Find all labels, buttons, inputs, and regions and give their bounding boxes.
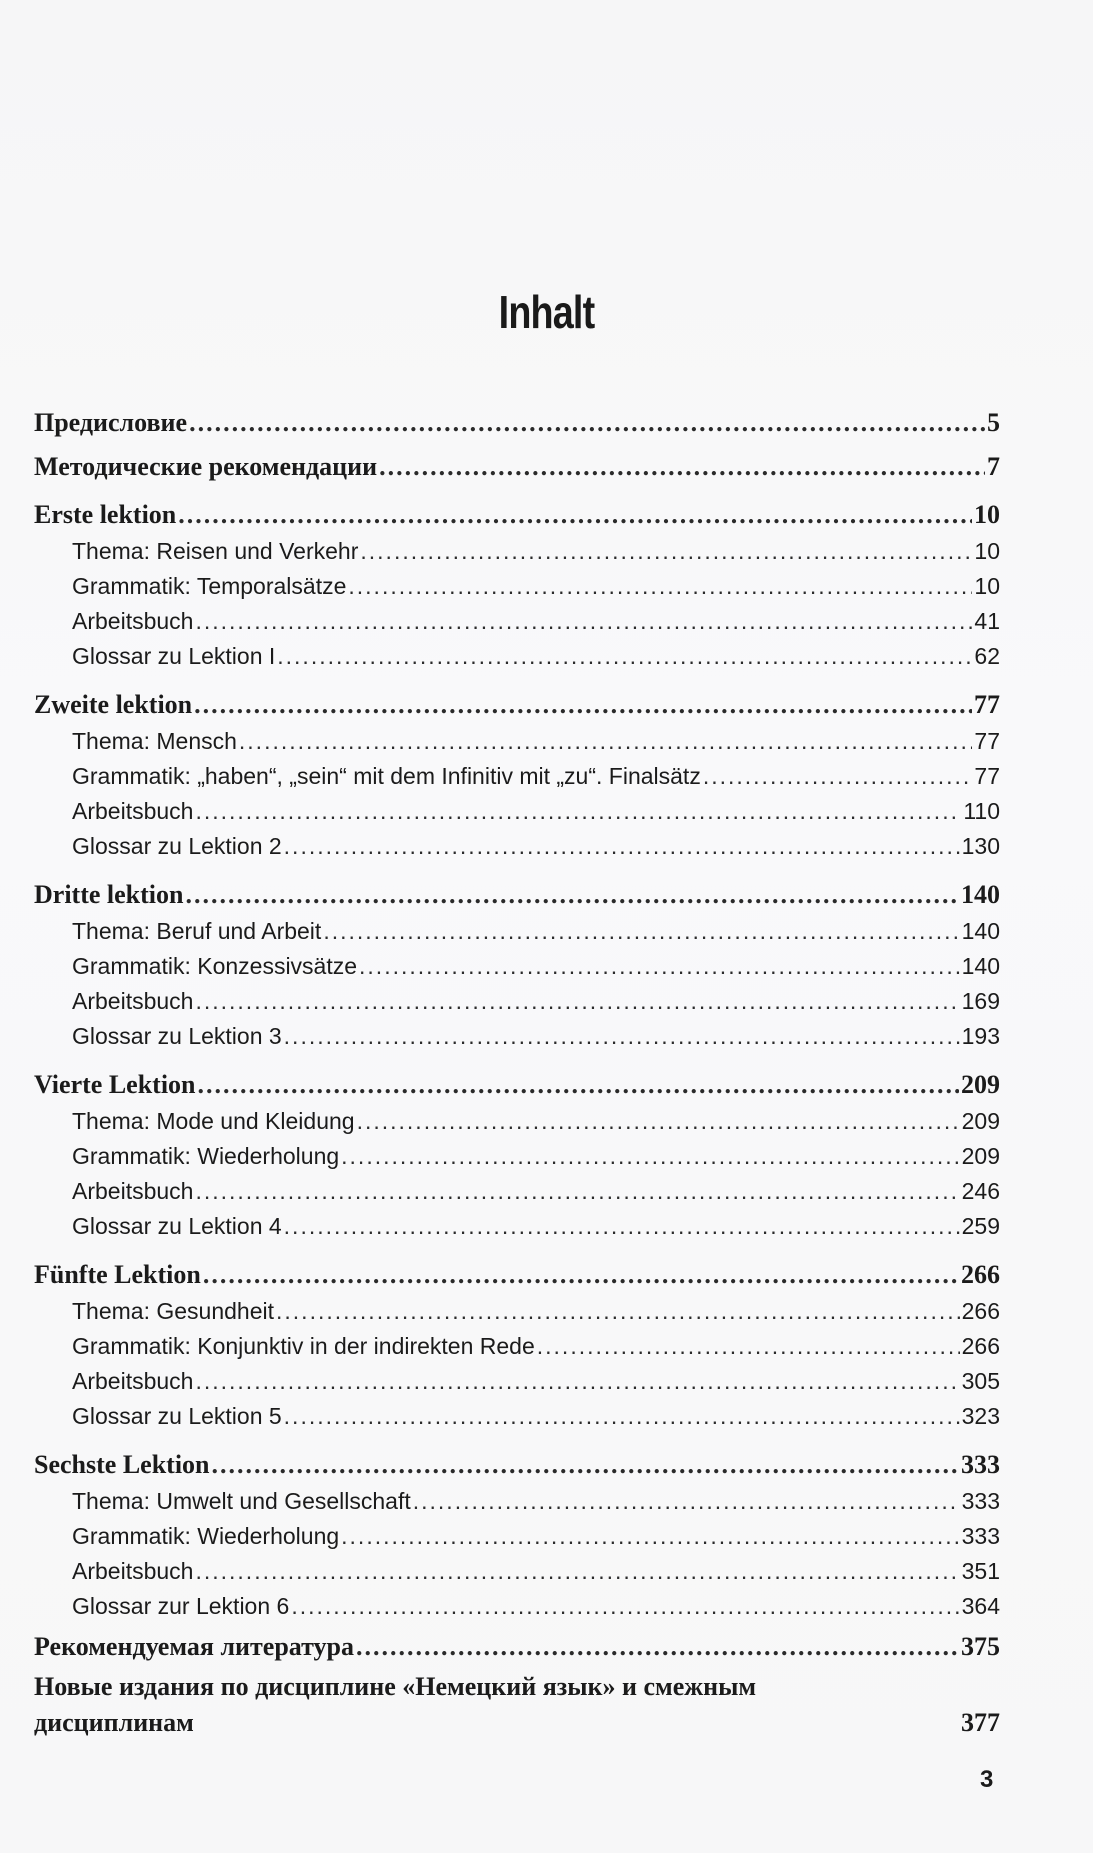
dot-leader (291, 1593, 959, 1620)
page-title: Inhalt (498, 286, 595, 338)
toc-entry-page: 130 (961, 833, 1000, 859)
toc-subentry[interactable] (72, 918, 1000, 945)
dot-leader (284, 833, 960, 860)
toc-entry-page: 266 (961, 1298, 1000, 1324)
dot-leader (185, 880, 959, 910)
toc-subentry[interactable] (72, 1213, 1000, 1240)
toc-entry-label: Рекомендуемая литература (34, 1632, 354, 1661)
toc-subentry[interactable] (72, 798, 1000, 825)
toc-entry-label-line2: дисциплинам (34, 1708, 194, 1737)
toc-subentry[interactable] (72, 1108, 1000, 1135)
toc-entry-page: 333 (961, 1523, 1000, 1549)
toc-subentry[interactable] (72, 1178, 1000, 1205)
toc-entry-label: Grammatik: Wiederholung (72, 1523, 340, 1549)
dot-leader (195, 1558, 959, 1585)
toc-subentry[interactable] (72, 608, 1000, 635)
dot-leader (357, 1108, 960, 1135)
toc-subentry[interactable] (72, 1298, 1000, 1325)
toc-entry-page: 77 (974, 690, 1000, 719)
toc-entry-label-line1: Новые издания по дисциплине «Немецкий язык» и смежным (34, 1672, 757, 1701)
toc-subentry[interactable] (72, 643, 1000, 670)
toc-entry-page: 77 (974, 763, 1000, 789)
toc-entry-label: Glossar zu Lektion 4 (72, 1213, 282, 1239)
toc-subentry[interactable] (72, 833, 1000, 860)
dot-leader (198, 1070, 960, 1100)
dot-leader (341, 1523, 959, 1550)
toc-entry-label: Vierte Lektion (34, 1070, 196, 1099)
dot-leader (356, 1632, 959, 1662)
toc-entry-literature[interactable] (34, 1632, 1000, 1662)
toc-entry-label: Grammatik: Wiederholung (72, 1143, 340, 1169)
toc-entry-label: Предисловие (34, 408, 188, 437)
toc-entry-lesson-1[interactable] (34, 500, 1000, 530)
toc-entry-page: 140 (961, 953, 1000, 979)
dot-leader (284, 1403, 960, 1430)
toc-subentry[interactable] (72, 728, 1000, 755)
dot-leader (379, 452, 985, 482)
toc-entry-lesson-4[interactable] (34, 1070, 1000, 1100)
dot-leader (413, 1488, 960, 1515)
toc-entry-page: 375 (961, 1632, 1000, 1661)
toc-entry-page: 5 (987, 408, 1000, 437)
dot-leader (348, 573, 972, 600)
toc-entry-methodology[interactable] (34, 452, 1000, 482)
dot-leader (359, 953, 960, 980)
dot-leader (203, 1260, 959, 1290)
toc-entry-label: Erste lektion (34, 500, 177, 529)
toc-entry-page: 246 (961, 1178, 1000, 1204)
toc-subentry[interactable] (72, 1593, 1000, 1620)
dot-leader (195, 1178, 959, 1205)
toc-entry-label: Arbeitsbuch (72, 608, 194, 634)
toc-subentry[interactable] (72, 1558, 1000, 1585)
dot-leader (276, 1298, 960, 1325)
toc-entry-label: Arbeitsbuch (72, 1368, 194, 1394)
dot-leader (284, 1023, 960, 1050)
toc-entry-lesson-6[interactable] (34, 1450, 1000, 1480)
toc-entry-page: 351 (961, 1558, 1000, 1584)
toc-entry-page: 140 (961, 880, 1000, 909)
toc-entry-page: 41 (974, 608, 1000, 634)
toc-subentry[interactable] (72, 763, 1000, 790)
toc-entry-new-editions[interactable] (34, 1672, 1000, 1738)
toc-subentry[interactable] (72, 1333, 1000, 1360)
toc-subentry[interactable] (72, 1143, 1000, 1170)
toc-entry-page: 333 (961, 1450, 1000, 1479)
toc-entry-page: 266 (961, 1260, 1000, 1289)
toc-entry-label: Thema: Beruf und Arbeit (72, 918, 322, 944)
toc-entry-label: Fünfte Lektion (34, 1260, 201, 1289)
toc-subentry[interactable] (72, 953, 1000, 980)
toc-entry-label: Grammatik: Temporalsätze (72, 573, 347, 599)
toc-entry-lesson-2[interactable] (34, 690, 1000, 720)
toc-entry-page: 305 (961, 1368, 1000, 1394)
toc-entry-label: Dritte lektion (34, 880, 184, 909)
dot-leader (195, 608, 972, 635)
dot-leader (703, 763, 973, 790)
toc-subentry[interactable] (72, 1523, 1000, 1550)
toc-subentry[interactable] (72, 1488, 1000, 1515)
dot-leader (194, 690, 972, 720)
toc-entry-page: 110 (963, 798, 1000, 824)
toc-entry-page: 62 (974, 643, 1000, 669)
toc-entry-label: Grammatik: „haben“, „sein“ mit dem Infinitiv mit „zu“. Finalsätz (72, 763, 701, 789)
toc-entry-preface[interactable] (34, 408, 1000, 438)
toc-entry-label: Thema: Umwelt und Gesellschaft (72, 1488, 411, 1514)
toc-entry-lesson-5[interactable] (34, 1260, 1000, 1290)
toc-entry-page: 209 (961, 1108, 1000, 1134)
toc-subentry[interactable] (72, 988, 1000, 1015)
toc-entry-page: 7 (987, 452, 1000, 481)
toc-entry-page: 77 (974, 728, 1000, 754)
dot-leader (360, 538, 972, 565)
dot-leader (239, 728, 973, 755)
toc-entry-label: Arbeitsbuch (72, 1178, 194, 1204)
toc-entry-label: Thema: Mode und Kleidung (72, 1108, 355, 1134)
dot-leader (195, 798, 961, 825)
toc-entry-page: 377 (961, 1708, 1000, 1737)
toc-entry-page: 323 (961, 1403, 1000, 1429)
toc-entry-label: Grammatik: Konzessivsätze (72, 953, 358, 979)
toc-subentry[interactable] (72, 538, 1000, 565)
toc-entry-page: 209 (961, 1143, 1000, 1169)
toc-entry-label: Zweite lektion (34, 690, 193, 719)
toc-entry-label: Arbeitsbuch (72, 798, 194, 824)
toc-entry-page: 266 (961, 1333, 1000, 1359)
toc-entry-page: 259 (961, 1213, 1000, 1239)
toc-entry-page: 364 (961, 1593, 1000, 1619)
toc-entry-label: Glossar zu Lektion 2 (72, 833, 282, 859)
dot-leader (284, 1213, 960, 1240)
toc-entry-label: Методические рекомендации (34, 452, 378, 481)
dot-leader (195, 988, 959, 1015)
page-number: 3 (980, 1766, 994, 1793)
toc-entry-label: Glossar zu Lektion 5 (72, 1403, 282, 1429)
toc-entry-label: Thema: Gesundheit (72, 1298, 275, 1324)
toc-entry-label: Glossar zu Lektion I (72, 643, 276, 669)
toc-entry-label: Grammatik: Konjunktiv in der indirekten Rede (72, 1333, 535, 1359)
toc-entry-page: 10 (974, 573, 1000, 599)
toc-entry-label: Thema: Mensch (72, 728, 237, 754)
dot-leader (537, 1333, 960, 1360)
dot-leader (212, 1450, 960, 1480)
dot-leader (189, 408, 985, 438)
toc-entry-page: 140 (961, 918, 1000, 944)
dot-leader (323, 918, 959, 945)
toc-entry-page: 10 (974, 538, 1000, 564)
toc-entry-lesson-3[interactable] (34, 880, 1000, 910)
toc-entry-label: Glossar zur Lektion 6 (72, 1593, 290, 1619)
toc-entry-page: 169 (961, 988, 1000, 1014)
toc-entry-label: Sechste Lektion (34, 1450, 210, 1479)
toc-subentry[interactable] (72, 1403, 1000, 1430)
toc-entry-label: Glossar zu Lektion 3 (72, 1023, 282, 1049)
toc-subentry[interactable] (72, 1023, 1000, 1050)
toc-entry-label: Arbeitsbuch (72, 1558, 194, 1584)
toc-entry-page: 10 (974, 500, 1000, 529)
dot-leader (195, 1368, 959, 1395)
toc-subentry[interactable] (72, 573, 1000, 600)
dot-leader (277, 643, 972, 670)
dot-leader (341, 1143, 959, 1170)
toc-subentry[interactable] (72, 1368, 1000, 1395)
toc-entry-label: Thema: Reisen und Verkehr (72, 538, 359, 564)
dot-leader (178, 500, 972, 530)
toc-entry-page: 193 (961, 1023, 1000, 1049)
toc-entry-page: 333 (961, 1488, 1000, 1514)
toc-entry-page: 209 (961, 1070, 1000, 1099)
toc-entry-label: Arbeitsbuch (72, 988, 194, 1014)
